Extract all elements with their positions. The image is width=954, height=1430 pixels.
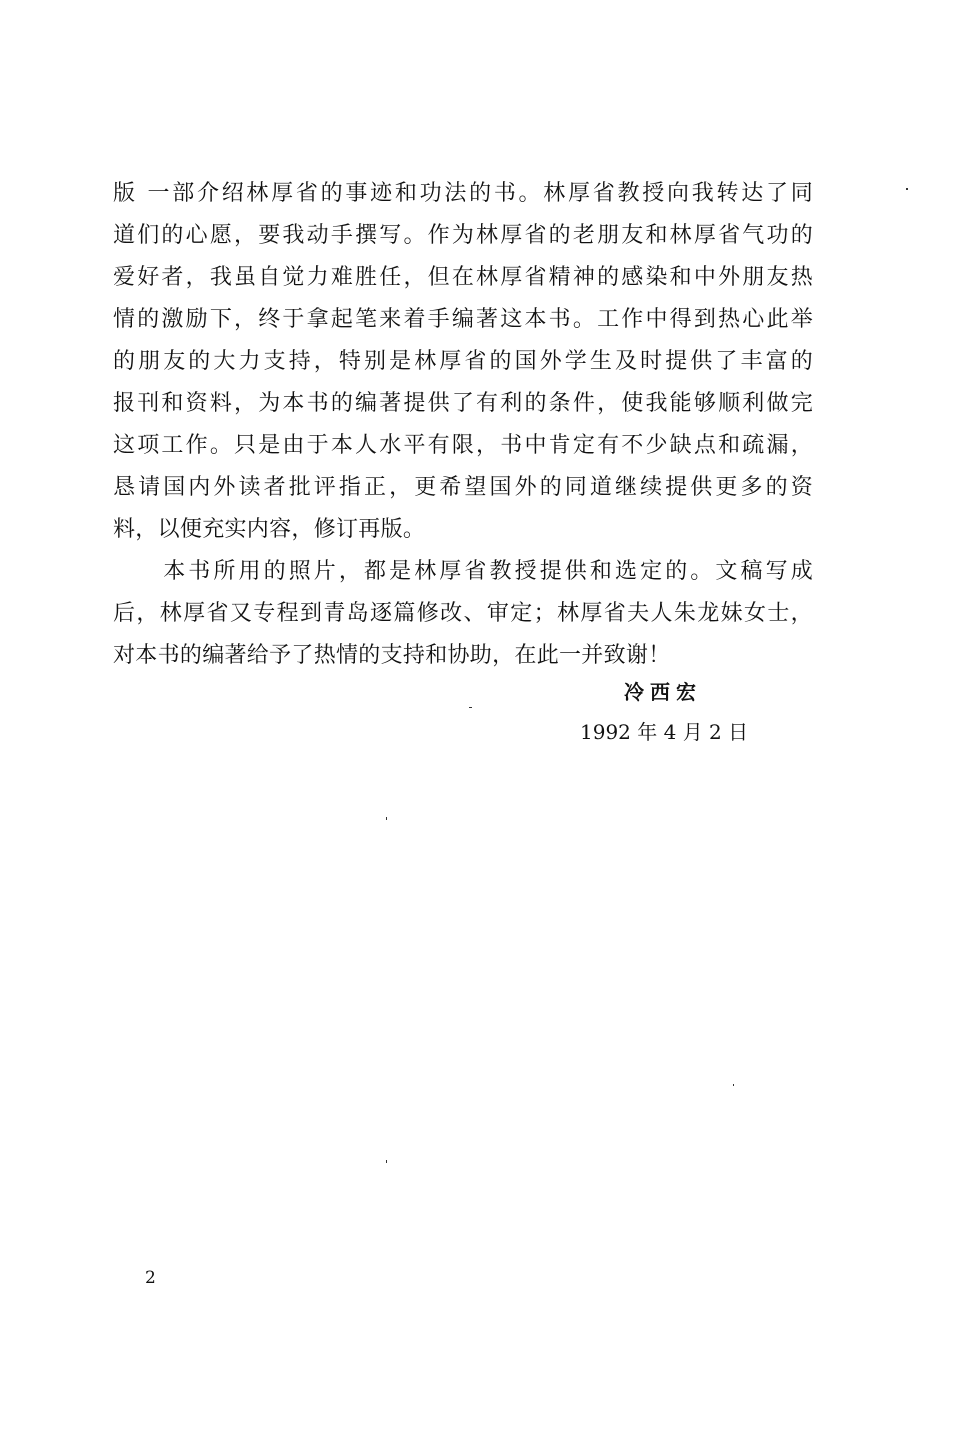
text-line: 恳请国内外读者批评指正，更希望国外的同道继续提供更多的资 [113, 475, 813, 500]
text-line: 料，以便充实内容，修订再版。 [113, 517, 426, 542]
signature-date: 1992 年 4 月 2 日 [580, 720, 749, 744]
scan-speck [733, 1084, 734, 1086]
scan-speck [386, 817, 387, 820]
text-line: 本书所用的照片，都是林厚省教授提供和选定的。文稿写成 [113, 559, 813, 584]
text-line: 这项工作。只是由于本人水平有限，书中肯定有不少缺点和疏漏， [113, 433, 813, 458]
text-line: 情的激励下，终于拿起笔来着手编著这本书。工作中得到热心此举 [113, 307, 813, 332]
signature-name: 冷西宏 [624, 680, 702, 704]
text-line: 道们的心愿，要我动手撰写。作为林厚省的老朋友和林厚省气功的 [113, 223, 813, 248]
text-line: 后，林厚省又专程到青岛逐篇修改、审定；林厚省夫人朱龙妹女士， [113, 601, 813, 626]
text-line: 版 一部介绍林厚省的事迹和功法的书。林厚省教授向我转达了同 [113, 181, 813, 206]
page-number: 2 [145, 1268, 156, 1288]
scan-speck [386, 1160, 387, 1163]
text-line: 对本书的编著给予了热情的支持和协助，在此一并致谢！ [113, 643, 671, 668]
body-text [113, 173, 813, 677]
text-line: 报刊和资料，为本书的编著提供了有利的条件，使我能够顺利做完 [113, 391, 813, 416]
text-line: 的朋友的大力支持，特别是林厚省的国外学生及时提供了丰富的 [113, 349, 813, 374]
text-line: 爱好者，我虽自觉力难胜任，但在林厚省精神的感染和中外朋友热 [113, 265, 813, 290]
scan-speck [906, 188, 908, 190]
paragraph-2 [113, 551, 813, 677]
scan-speck [469, 707, 472, 708]
paragraph-1 [113, 173, 813, 551]
